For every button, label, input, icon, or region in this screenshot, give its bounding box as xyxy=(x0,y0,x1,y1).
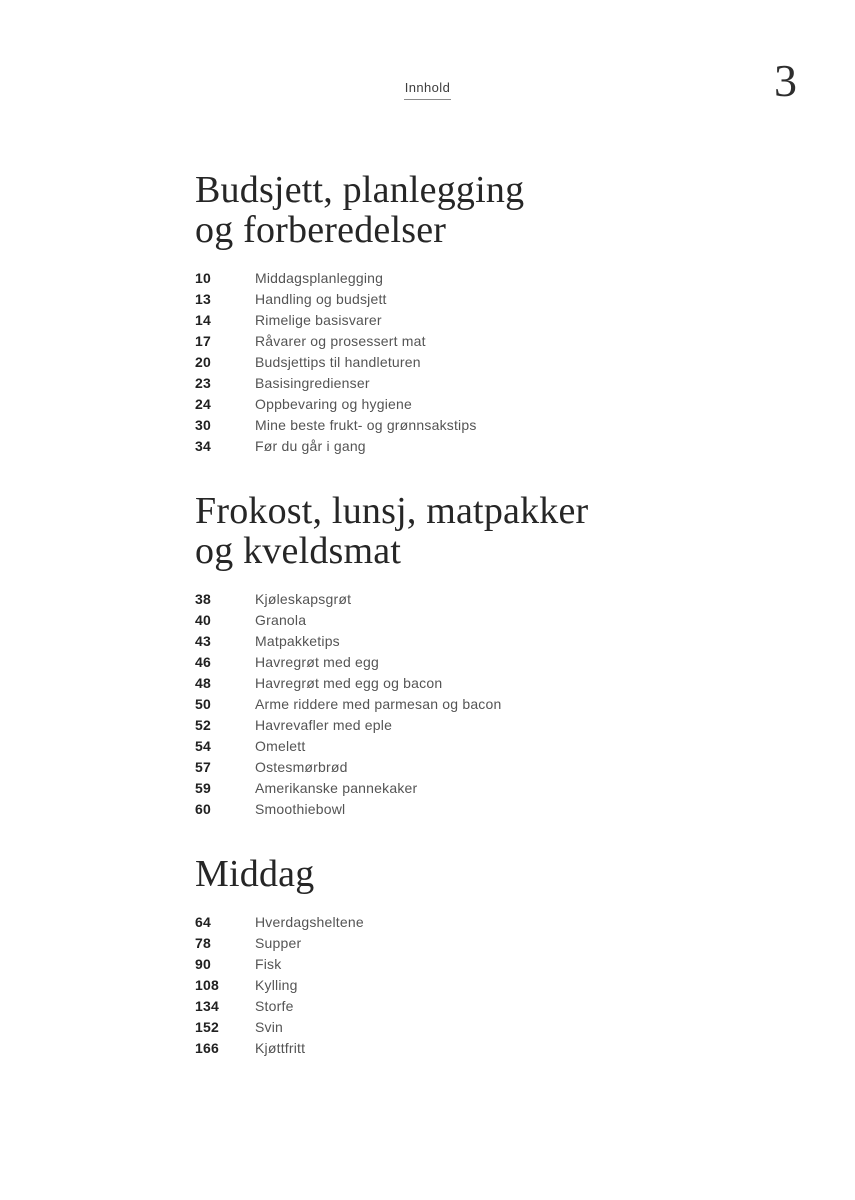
toc-entry-title: Ostesmørbrød xyxy=(255,759,348,775)
toc-row xyxy=(195,975,675,996)
toc-list xyxy=(195,268,675,457)
toc-entry-title: Budsjettips til handleturen xyxy=(255,354,421,370)
section-heading-line1: Middag xyxy=(195,853,315,895)
toc-row xyxy=(195,673,675,694)
toc-entry-title: Råvarer og prosessert mat xyxy=(255,333,426,349)
toc-entry-page: 38 xyxy=(195,591,211,607)
toc-row xyxy=(195,394,675,415)
section-heading-line1: Frokost, lunsj, matpakker xyxy=(195,490,589,532)
toc-row xyxy=(195,631,675,652)
toc-entry-title: Arme riddere med parmesan og bacon xyxy=(255,696,502,712)
toc-entry-page: 43 xyxy=(195,633,211,649)
toc-entry-title: Rimelige basisvarer xyxy=(255,312,382,328)
toc-entry-page: 48 xyxy=(195,675,211,691)
toc-entry-page: 46 xyxy=(195,654,211,670)
section-heading xyxy=(195,491,675,571)
section-heading xyxy=(195,170,675,250)
toc-entry-title: Kjøttfritt xyxy=(255,1040,306,1056)
toc-entry-page: 34 xyxy=(195,438,211,454)
toc-row xyxy=(195,933,675,954)
toc-list xyxy=(195,912,675,1059)
section-heading-line2: og forberedelser xyxy=(195,209,447,251)
toc-row xyxy=(195,352,675,373)
toc-row xyxy=(195,331,675,352)
toc-entry-page: 108 xyxy=(195,977,219,993)
toc-entry-title: Basisingredienser xyxy=(255,375,370,391)
toc-entry-title: Omelett xyxy=(255,738,306,754)
toc-entry-title: Smoothiebowl xyxy=(255,801,346,817)
toc-entry-page: 24 xyxy=(195,396,211,412)
toc-row xyxy=(195,1038,675,1059)
toc-entry-page: 152 xyxy=(195,1019,219,1035)
toc-row xyxy=(195,310,675,331)
toc-entry-title: Kjøleskapsgrøt xyxy=(255,591,352,607)
toc-row xyxy=(195,694,675,715)
toc-entry-title: Handling og budsjett xyxy=(255,291,387,307)
toc-entry-page: 52 xyxy=(195,717,211,733)
toc-row xyxy=(195,912,675,933)
toc-row xyxy=(195,373,675,394)
toc-row xyxy=(195,268,675,289)
toc-entry-title: Kylling xyxy=(255,977,298,993)
toc-entry-page: 40 xyxy=(195,612,211,628)
page-number: 3 xyxy=(774,55,797,106)
toc-entry-page: 57 xyxy=(195,759,211,775)
toc-entry-page: 13 xyxy=(195,291,211,307)
toc-row xyxy=(195,996,675,1017)
toc-section-frokost xyxy=(195,491,675,820)
toc-entry-page: 23 xyxy=(195,375,211,391)
toc-entry-title: Mine beste frukt- og grønnsakstips xyxy=(255,417,477,433)
toc-entry-title: Havregrøt med egg xyxy=(255,654,380,670)
toc-entry-page: 166 xyxy=(195,1040,219,1056)
toc-row xyxy=(195,757,675,778)
toc-row xyxy=(195,778,675,799)
toc-entry-page: 64 xyxy=(195,914,211,930)
toc-entry-page: 50 xyxy=(195,696,211,712)
toc-entry-title: Granola xyxy=(255,612,307,628)
toc-row xyxy=(195,715,675,736)
toc-section-budsjett xyxy=(195,170,675,457)
toc-row xyxy=(195,289,675,310)
toc-row xyxy=(195,954,675,975)
toc-entry-title: Storfe xyxy=(255,998,294,1014)
toc-entry-page: 10 xyxy=(195,270,211,286)
toc-entry-page: 134 xyxy=(195,998,219,1014)
toc-row xyxy=(195,1017,675,1038)
toc-entry-page: 14 xyxy=(195,312,211,328)
toc-entry-page: 60 xyxy=(195,801,211,817)
toc-sections xyxy=(195,0,675,1059)
toc-row xyxy=(195,799,675,820)
toc-entry-title: Matpakketips xyxy=(255,633,340,649)
toc-entry-title: Havregrøt med egg og bacon xyxy=(255,675,443,691)
toc-entry-title: Hverdagsheltene xyxy=(255,914,364,930)
toc-entry-title: Fisk xyxy=(255,956,282,972)
toc-entry-title: Amerikanske pannekaker xyxy=(255,780,418,796)
toc-row xyxy=(195,415,675,436)
toc-entry-title: Middagsplanlegging xyxy=(255,270,384,286)
toc-entry-page: 20 xyxy=(195,354,211,370)
toc-list xyxy=(195,589,675,820)
section-heading-line2: og kveldsmat xyxy=(195,530,402,572)
toc-entry-page: 59 xyxy=(195,780,211,796)
toc-row xyxy=(195,652,675,673)
toc-entry-page: 30 xyxy=(195,417,211,433)
section-heading xyxy=(195,854,675,894)
toc-entry-page: 90 xyxy=(195,956,211,972)
toc-row xyxy=(195,589,675,610)
toc-entry-page: 78 xyxy=(195,935,211,951)
toc-entry-page: 54 xyxy=(195,738,211,754)
running-head-label: Innhold xyxy=(404,80,451,100)
toc-entry-title: Havrevafler med eple xyxy=(255,717,393,733)
toc-row xyxy=(195,436,675,457)
toc-section-middag xyxy=(195,854,675,1059)
section-heading-line1: Budsjett, planlegging xyxy=(195,169,525,211)
toc-entry-page: 17 xyxy=(195,333,211,349)
toc-row xyxy=(195,610,675,631)
toc-entry-title: Før du går i gang xyxy=(255,438,366,454)
toc-row xyxy=(195,736,675,757)
toc-entry-title: Supper xyxy=(255,935,302,951)
toc-entry-title: Oppbevaring og hygiene xyxy=(255,396,412,412)
toc-entry-title: Svin xyxy=(255,1019,284,1035)
